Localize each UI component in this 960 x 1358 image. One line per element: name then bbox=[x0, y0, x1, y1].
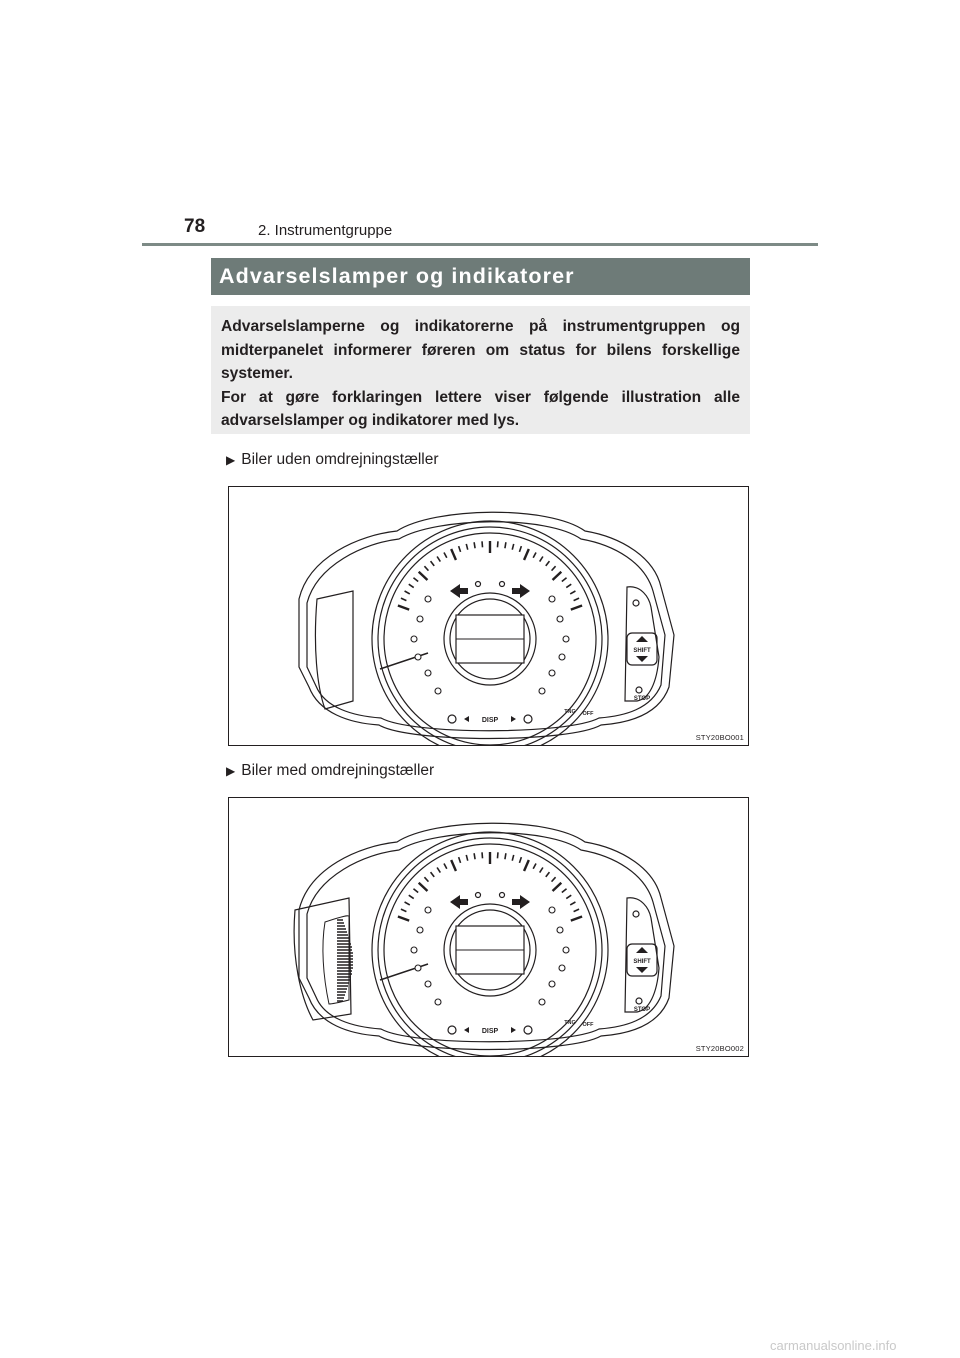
turn-left-indicator-icon bbox=[450, 584, 468, 598]
page-number: 78 bbox=[184, 216, 206, 237]
scale-tick bbox=[424, 877, 428, 881]
scale-tick bbox=[401, 909, 406, 912]
scale-tick bbox=[574, 598, 579, 601]
figure-2-caption-row bbox=[226, 762, 434, 780]
scale-tick bbox=[562, 889, 567, 893]
turn-right-indicator-icon bbox=[512, 895, 530, 909]
off-label: OFF bbox=[582, 711, 594, 717]
scale-tick bbox=[540, 557, 543, 562]
scale-tick bbox=[566, 584, 571, 587]
intro-box bbox=[211, 306, 750, 434]
watermark: carmanualsonline.info bbox=[770, 1338, 897, 1353]
scale-tick bbox=[409, 895, 414, 898]
disp-left-arrow-icon bbox=[464, 1027, 469, 1033]
disp-right-arrow-icon bbox=[511, 716, 516, 722]
scale-tick bbox=[398, 605, 409, 609]
scale-tick bbox=[451, 549, 456, 560]
disp-right-arrow-icon bbox=[511, 1027, 516, 1033]
oil-pressure-icon bbox=[633, 600, 639, 606]
figure-2-caption: Biler med omdrejningstæller bbox=[241, 762, 435, 779]
scale-tick bbox=[552, 566, 556, 570]
shift-down-icon bbox=[636, 967, 648, 973]
scale-tick bbox=[562, 578, 567, 582]
warning-lamp-icon bbox=[435, 999, 441, 1005]
warning-lamp-icon bbox=[559, 654, 565, 660]
header-rule bbox=[142, 243, 818, 246]
instrument-cluster-illustration bbox=[229, 487, 748, 745]
right-indicator-panel bbox=[625, 898, 659, 1012]
warning-lamp-icon bbox=[563, 947, 569, 953]
scale-tick bbox=[413, 889, 418, 893]
scale-tick bbox=[546, 872, 550, 877]
figure-1-caption-row bbox=[226, 451, 439, 469]
warning-lamp-icon bbox=[549, 907, 555, 913]
off-label: OFF bbox=[582, 1022, 594, 1028]
warning-lamp-icon bbox=[425, 981, 431, 987]
scale-tick bbox=[474, 853, 475, 859]
shift-up-icon bbox=[636, 947, 648, 953]
stop-label: STOP bbox=[633, 696, 651, 702]
triangle-bullet-icon: ▶ bbox=[226, 453, 236, 467]
scale-tick bbox=[459, 546, 461, 552]
scale-tick bbox=[570, 591, 575, 594]
scale-tick bbox=[571, 605, 582, 609]
scale-tick bbox=[574, 909, 579, 912]
warning-lamp-icon bbox=[549, 596, 555, 602]
warning-lamp-icon bbox=[549, 981, 555, 987]
shift-down-icon bbox=[636, 656, 648, 662]
warning-lamp-icon bbox=[425, 670, 431, 676]
high-beam-indicator-icon bbox=[476, 893, 481, 898]
scale-tick bbox=[424, 566, 428, 570]
figure-1-code: STY20BO001 bbox=[695, 733, 744, 742]
instrument-cluster-illustration bbox=[229, 798, 748, 1056]
scale-tick bbox=[552, 877, 556, 881]
scale-tick bbox=[570, 902, 575, 905]
warning-lamp-icon bbox=[539, 688, 545, 694]
tng-label: TNG bbox=[564, 1020, 576, 1026]
scale-tick bbox=[409, 584, 414, 587]
figure-2 bbox=[228, 797, 749, 1057]
shift-label: SHIFT bbox=[633, 648, 651, 654]
scale-tick bbox=[451, 860, 456, 871]
scale-tick bbox=[505, 853, 506, 859]
scale-tick bbox=[437, 868, 440, 873]
turn-left-indicator-icon bbox=[450, 895, 468, 909]
trip-button-left bbox=[448, 715, 456, 723]
scale-tick bbox=[405, 902, 410, 905]
scale-tick bbox=[519, 857, 521, 863]
scale-tick bbox=[431, 872, 435, 877]
warning-lamp-icon bbox=[557, 927, 563, 933]
shift-up-icon bbox=[636, 636, 648, 642]
scale-tick bbox=[398, 916, 409, 920]
scale-tick bbox=[431, 561, 435, 566]
scale-tick bbox=[524, 860, 529, 871]
scale-tick bbox=[553, 572, 562, 580]
scale-tick bbox=[505, 542, 506, 548]
section-title: 2. Instrumentgruppe bbox=[258, 222, 393, 239]
scale-tick bbox=[553, 883, 562, 891]
warning-lamp-icon bbox=[417, 927, 423, 933]
figure-2-code: STY20BO002 bbox=[695, 1044, 744, 1053]
oil-pressure-icon bbox=[633, 911, 639, 917]
scale-tick bbox=[405, 591, 410, 594]
warning-lamp-icon bbox=[539, 999, 545, 1005]
intro-paragraph-2: For at gøre forklaringen lettere viser følgende illustration alle advarselslamper og indikatorer med lys. bbox=[221, 388, 740, 429]
warning-lamp-icon bbox=[425, 596, 431, 602]
intro-paragraph-1: Advarselslamperne og indikatorerne på instrumentgruppen og midterpanelet informerer føreren om status for bilens forskellige systemer. bbox=[221, 318, 740, 382]
shift-label: SHIFT bbox=[633, 959, 651, 965]
disp-label: DISP bbox=[481, 717, 499, 724]
left-side-panel bbox=[315, 591, 353, 709]
warning-lamp-icon bbox=[411, 636, 417, 642]
scale-tick bbox=[571, 916, 582, 920]
scale-tick bbox=[466, 544, 467, 550]
warning-lamp-icon bbox=[411, 947, 417, 953]
warning-lamp-icon bbox=[425, 907, 431, 913]
warning-lamp-icon bbox=[563, 636, 569, 642]
scale-tick bbox=[512, 544, 513, 550]
trip-button-right bbox=[524, 715, 532, 723]
scale-tick bbox=[401, 598, 406, 601]
warning-lamp-icon bbox=[415, 654, 421, 660]
scale-tick bbox=[466, 855, 467, 861]
warning-lamp-icon bbox=[557, 616, 563, 622]
warning-lamp-icon bbox=[415, 965, 421, 971]
triangle-bullet-icon: ▶ bbox=[226, 764, 236, 778]
stop-start-icon bbox=[636, 687, 642, 693]
warning-lamp-icon bbox=[559, 965, 565, 971]
right-indicator-panel bbox=[625, 587, 659, 701]
scale-tick bbox=[524, 549, 529, 560]
warning-lamp-icon bbox=[435, 688, 441, 694]
stop-label: STOP bbox=[633, 1007, 651, 1013]
scale-tick bbox=[419, 572, 428, 580]
trip-button-left bbox=[448, 1026, 456, 1034]
scale-tick bbox=[413, 578, 418, 582]
stop-start-icon bbox=[636, 998, 642, 1004]
scale-tick bbox=[519, 546, 521, 552]
scale-tick bbox=[566, 895, 571, 898]
scale-tick bbox=[459, 857, 461, 863]
figure-1-caption: Biler uden omdrejningstæller bbox=[241, 451, 439, 468]
scale-tick bbox=[540, 868, 543, 873]
scale-tick bbox=[419, 883, 428, 891]
tng-label: TNG bbox=[564, 709, 576, 715]
scale-tick bbox=[444, 552, 447, 557]
disp-label: DISP bbox=[481, 1028, 499, 1035]
high-beam-indicator-icon bbox=[476, 582, 481, 587]
warning-lamp-icon bbox=[549, 670, 555, 676]
scale-tick bbox=[546, 561, 550, 566]
scale-tick bbox=[437, 557, 440, 562]
turn-right-indicator-icon bbox=[512, 584, 530, 598]
trip-button-right bbox=[524, 1026, 532, 1034]
headlight-indicator-icon bbox=[500, 893, 505, 898]
scale-tick bbox=[533, 552, 536, 557]
scale-tick bbox=[444, 863, 447, 868]
disp-left-arrow-icon bbox=[464, 716, 469, 722]
scale-tick bbox=[512, 855, 513, 861]
figure-1 bbox=[228, 486, 749, 746]
warning-lamp-icon bbox=[417, 616, 423, 622]
scale-tick bbox=[533, 863, 536, 868]
headlight-indicator-icon bbox=[500, 582, 505, 587]
page-title: Advarselslamper og indikatorer bbox=[211, 258, 750, 295]
scale-tick bbox=[474, 542, 475, 548]
